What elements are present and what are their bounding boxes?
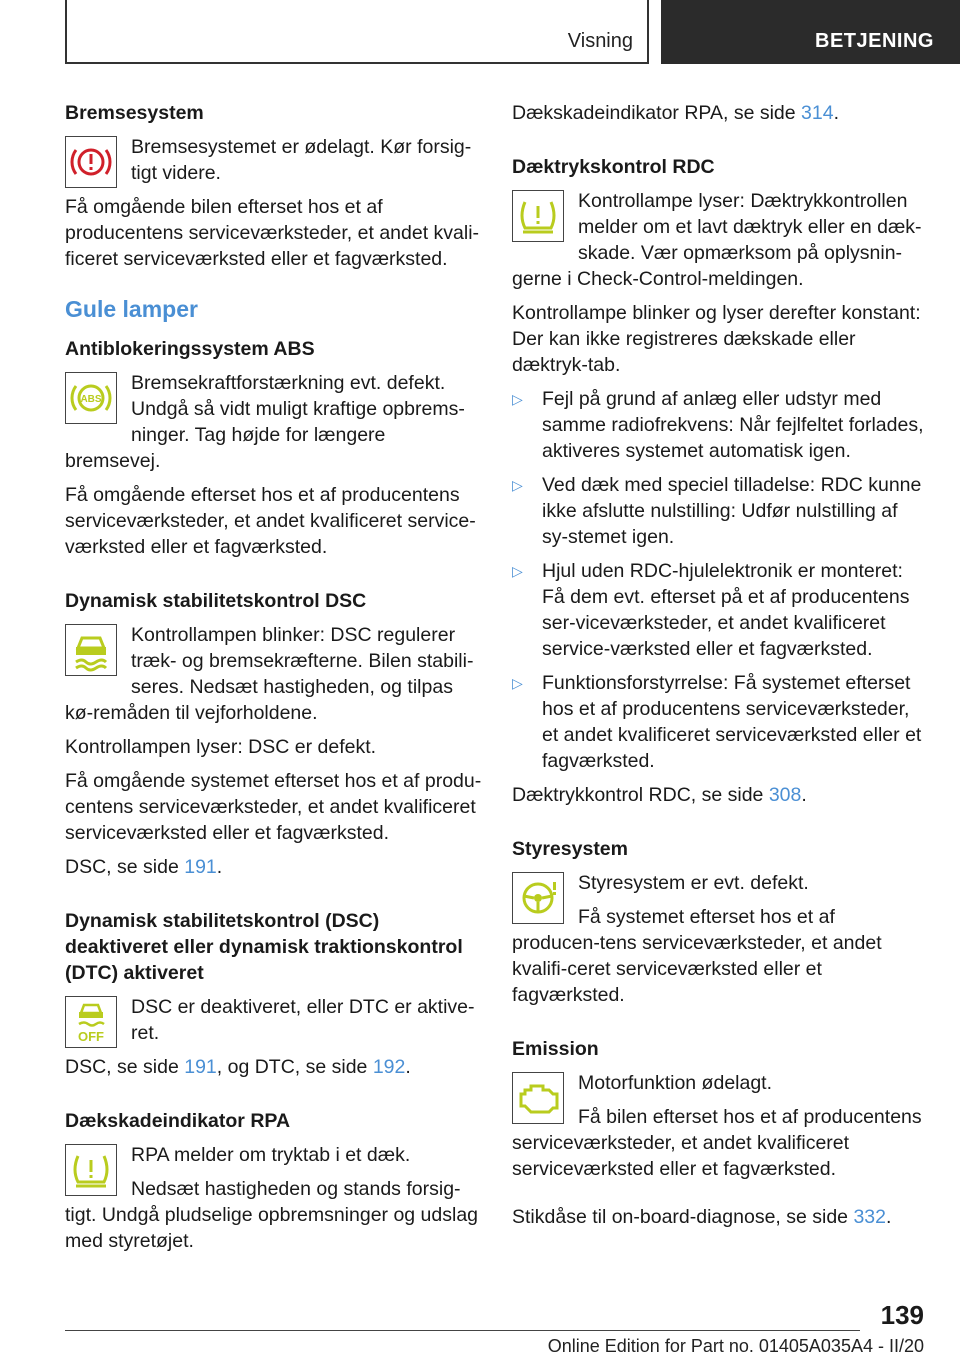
list-item-text: Ved dæk med speciel tilladelse: RDC kunne ikke afslutte nulstilling: Udfør nulstilling af sy-stemet igen.: [542, 474, 922, 548]
abs-text-1: Bremsekraftforstærkning evt. defekt. Undgå så vidt muligt kraftige opbrems-ninger. Tag højde for længere bremsevej.: [65, 372, 465, 472]
steering-text-1: Styresystem er evt. defekt.: [578, 872, 809, 894]
off-icon-label: OFF: [78, 1029, 104, 1044]
rdc-text-1: Kontrollampe lyser: Dæktrykkontrollen melder om et lavt dæktryk eller en dæk-skade. Vær opmærksom på oplysnin-gerne i Check-Control-meldingen.: [512, 190, 922, 290]
rpa-title: Dækskadeindikator RPA: [65, 1110, 291, 1132]
abs-icon: [65, 372, 117, 424]
steering-wheel-icon: [512, 872, 564, 924]
rdc-ref-text: Dæktrykkontrol RDC, se side: [512, 784, 769, 806]
emission-text-1: Motorfunktion ødelagt.: [578, 1072, 773, 1094]
header-betjening: BETJENING: [815, 30, 934, 52]
dsc-text-2: Kontrollampen lyser: DSC er defekt.: [65, 736, 377, 758]
tire-pressure-icon-rpa: [65, 1144, 117, 1196]
rpa-reference: [512, 100, 927, 126]
dtc-page-link[interactable]: 192: [372, 1056, 406, 1078]
list-item-text: Fejl på grund af anlæg eller udstyr med samme radiofrekvens: Når fejlfeltet forlades, aktiveres systemet automatisk igen.: [542, 388, 924, 462]
right-column: [512, 100, 927, 1238]
engine-icon: [512, 1072, 564, 1124]
dsc-page-link[interactable]: 191: [184, 856, 217, 878]
list-item: [512, 386, 927, 464]
brake-warning-icon: [65, 136, 117, 188]
dtc-reference: [65, 1054, 485, 1080]
dsc-reference: [65, 854, 485, 880]
brake-text-2: Få omgående bilen efterset hos et af producentens serviceværksteder, et andet kvali-ficeret serviceværksted eller et fagværksted.: [65, 196, 480, 270]
dsc-ref-text: DSC, se side: [65, 856, 185, 878]
brake-text-1: Bremsesystemet er ødelagt. Kør forsig-tigt videre.: [131, 136, 472, 184]
rpa-text-2: Nedsæt hastigheden og stands forsig-tigt. Undgå pludselige opbremsninger og udslag med styretøjet.: [65, 1178, 479, 1252]
dtc-dsc-page-link[interactable]: 191: [184, 1056, 217, 1078]
rpa-ref-text: Dækskadeindikator RPA, se side: [512, 102, 802, 124]
header-visning: Visning: [567, 30, 633, 52]
rdc-title: Dæktrykskontrol RDC: [512, 156, 715, 178]
tire-pressure-icon-rdc: [512, 190, 564, 242]
dsc-off-icon: [65, 996, 117, 1048]
rpa-ref-end: .: [833, 102, 839, 124]
footer-divider: [65, 1330, 860, 1331]
list-item: [512, 670, 927, 774]
obd-ref-end: .: [886, 1206, 892, 1228]
triangle-bullet-icon: ▷: [512, 477, 523, 493]
emission-title: Emission: [512, 1038, 599, 1060]
abs-text-2: Få omgående efterset hos et af producentens serviceværksteder, et andet kvalificeret service-værksted eller et fagværksted.: [65, 484, 476, 558]
dtc-ref-end: .: [405, 1056, 411, 1078]
dsc-title: Dynamisk stabilitetskontrol DSC: [65, 590, 367, 612]
dtc-ref-text-1: DSC, se side: [65, 1056, 185, 1078]
steering-title: Styresystem: [512, 838, 628, 860]
rdc-text-2: Kontrollampe blinker og lyser derefter konstant: Der kan ikke registreres dækskade eller dæktryk-tab.: [512, 302, 921, 376]
rdc-ref-end: .: [801, 784, 807, 806]
triangle-bullet-icon: ▷: [512, 675, 523, 691]
dtc-ref-text-2: , og DTC, se side: [216, 1056, 373, 1078]
footer-edition: Online Edition for Part no. 01405A035A4 - II/20: [547, 1336, 924, 1356]
dtc-title: Dynamisk stabilitetskontrol (DSC) deaktiveret eller dynamisk traktionskontrol (DTC) aktiveret: [65, 910, 463, 984]
rpa-page-link[interactable]: 314: [801, 102, 834, 124]
list-item-text: Funktionsforstyrrelse: Få systemet efterset hos et af producentens serviceværksteder, et andet kvalificeret serviceværksted eller et fagværksted.: [542, 672, 922, 772]
dsc-icon: [65, 624, 117, 676]
dsc-ref-end: .: [216, 856, 223, 878]
left-column: [65, 100, 485, 1262]
list-item-text: Hjul uden RDC-hjulelektronik er monteret: Få dem evt. efterset på et af producentens ser-viceværksteder, et andet kvalificeret service-værksted eller et fagværksted.: [542, 560, 910, 660]
rpa-text-1: RPA melder om tryktab i et dæk.: [131, 1144, 411, 1166]
dtc-text-1: DSC er deaktiveret, eller DTC er aktive-ret.: [131, 996, 475, 1044]
list-item: [512, 472, 927, 550]
list-item: [512, 558, 927, 662]
abs-title: Antiblokeringssystem ABS: [65, 338, 315, 360]
brake-title: Bremsesystem: [65, 102, 204, 124]
obd-page-link[interactable]: 332: [853, 1206, 886, 1228]
header-tab-betjening: [661, 0, 960, 64]
obd-reference: [512, 1204, 927, 1230]
triangle-bullet-icon: ▷: [512, 563, 523, 579]
abs-icon-label: ABS: [80, 394, 102, 405]
section-yellow-lamps: Gule lamper: [65, 296, 198, 322]
triangle-bullet-icon: ▷: [512, 391, 523, 407]
rdc-list: [512, 386, 927, 774]
page-number: 139: [880, 1300, 924, 1330]
obd-ref-text: Stikdåse til on-board-diagnose, se side: [512, 1206, 854, 1228]
rdc-reference: [512, 782, 927, 808]
steering-text-2: Få systemet efterset hos et af producen-tens serviceværksteder, et andet kvalifi-ceret serviceværksted eller et fagværksted.: [512, 906, 882, 1006]
rdc-page-link[interactable]: 308: [768, 784, 802, 806]
header-tab-visning: [65, 0, 649, 64]
dsc-text-3: Få omgående systemet efterset hos et af produ-centens serviceværksteder, et andet kvalificeret serviceværksted eller et fagværksted.: [65, 770, 482, 844]
dsc-text-1: Kontrollampen blinker: DSC regulerer træk- og bremsekræfterne. Bilen stabili-seres. Nedsæt hastigheden, og tilpas kø-remåden til vejforholdene.: [65, 624, 474, 724]
emission-text-2: Få bilen efterset hos et af producentens serviceværksteder, et andet kvalificeret serviceværksted eller et fagværksted.: [512, 1106, 922, 1180]
